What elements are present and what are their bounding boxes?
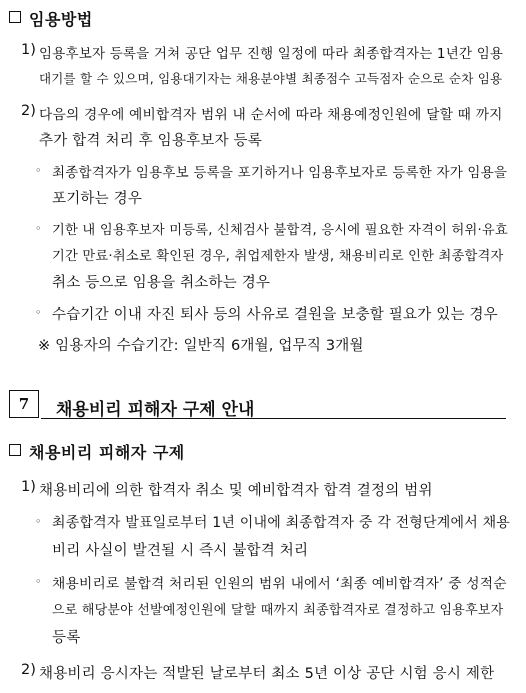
section-title-underline xyxy=(41,418,506,419)
bullet-line: 등록 xyxy=(52,630,81,646)
bullet-line: 포기하는 경우 xyxy=(52,191,143,207)
bullet-line: 으로 해당분야 선발예정인원에 달할 때까지 최종합격자로 결정하고 임용후보자 xyxy=(52,603,504,618)
section-heading: 채용비리 피해자 구제 xyxy=(29,443,185,462)
checkbox-square-icon xyxy=(9,444,21,456)
bullet-line: 취소 등으로 임용을 취소하는 경우 xyxy=(52,275,271,291)
bullet-line: 수습기간 이내 자진 퇴사 등의 사유로 결원을 보충할 필요가 있는 경우 xyxy=(52,307,498,323)
bullet-line: 채용비리로 불합격 처리된 인원의 범위 내에서 ‘최종 예비합격자’ 중 성적순 xyxy=(52,576,507,592)
paragraph-line: 대기를 할 수 있으며, 임용대기자는 채용분야별 최종점수 고득점자 순으로 순차 임용 xyxy=(39,71,503,86)
item-number: 1) xyxy=(21,42,36,58)
note-text: ※ 임용자의 수습기간: 일반직 6개월, 업무직 3개월 xyxy=(38,338,364,354)
item-number: 2) xyxy=(21,103,36,119)
bullet-line: 최종합격자 발표일로부터 1년 이내에 최종합격자 중 각 전형단계에서 채용 xyxy=(52,515,511,531)
section-number-box: 7 xyxy=(9,390,39,418)
bullet-icon: ◦ xyxy=(35,575,42,588)
bullet-line: 기간 만료·취소로 확인된 경우, 취업제한자 발생, 채용비리로 인한 최종합격자 xyxy=(52,249,504,264)
bullet-icon: ◦ xyxy=(35,222,42,235)
item-number: 2) xyxy=(21,662,36,678)
section-heading: 임용방법 xyxy=(29,10,93,29)
item-number: 1) xyxy=(21,479,36,495)
paragraph-line: 다음의 경우에 예비합격자 범위 내 순서에 따라 채용예정인원에 달할 때 까지 xyxy=(39,107,503,123)
paragraph-line: 채용비리에 의한 합격자 취소 및 예비합격자 합격 결정의 범위 xyxy=(39,483,433,499)
paragraph-line: 추가 합격 처리 후 임용후보자 등록 xyxy=(39,133,262,149)
bullet-line: 비리 사실이 발견될 시 즉시 불합격 처리 xyxy=(52,543,309,559)
bullet-line: 최종합격자가 임용후보 등록을 포기하거나 임용후보자로 등록한 자가 임용을 xyxy=(52,165,508,181)
checkbox-square-icon xyxy=(9,11,21,23)
section-title: 채용비리 피해자 구제 안내 xyxy=(56,400,255,420)
bullet-icon: ◦ xyxy=(35,164,42,177)
paragraph-line: 채용비리 응시자는 적발된 날로부터 최소 5년 이상 공단 시험 응시 제한 xyxy=(39,666,495,682)
bullet-icon: ◦ xyxy=(35,306,42,319)
bullet-line: 기한 내 임용후보자 미등록, 신체검사 불합격, 응시에 필요한 자격이 허위·유효 xyxy=(52,223,508,238)
bullet-icon: ◦ xyxy=(35,515,42,528)
paragraph-line: 임용후보자 등록을 거쳐 공단 업무 진행 일정에 따라 최종합격자는 1년간 임용 xyxy=(39,46,504,62)
